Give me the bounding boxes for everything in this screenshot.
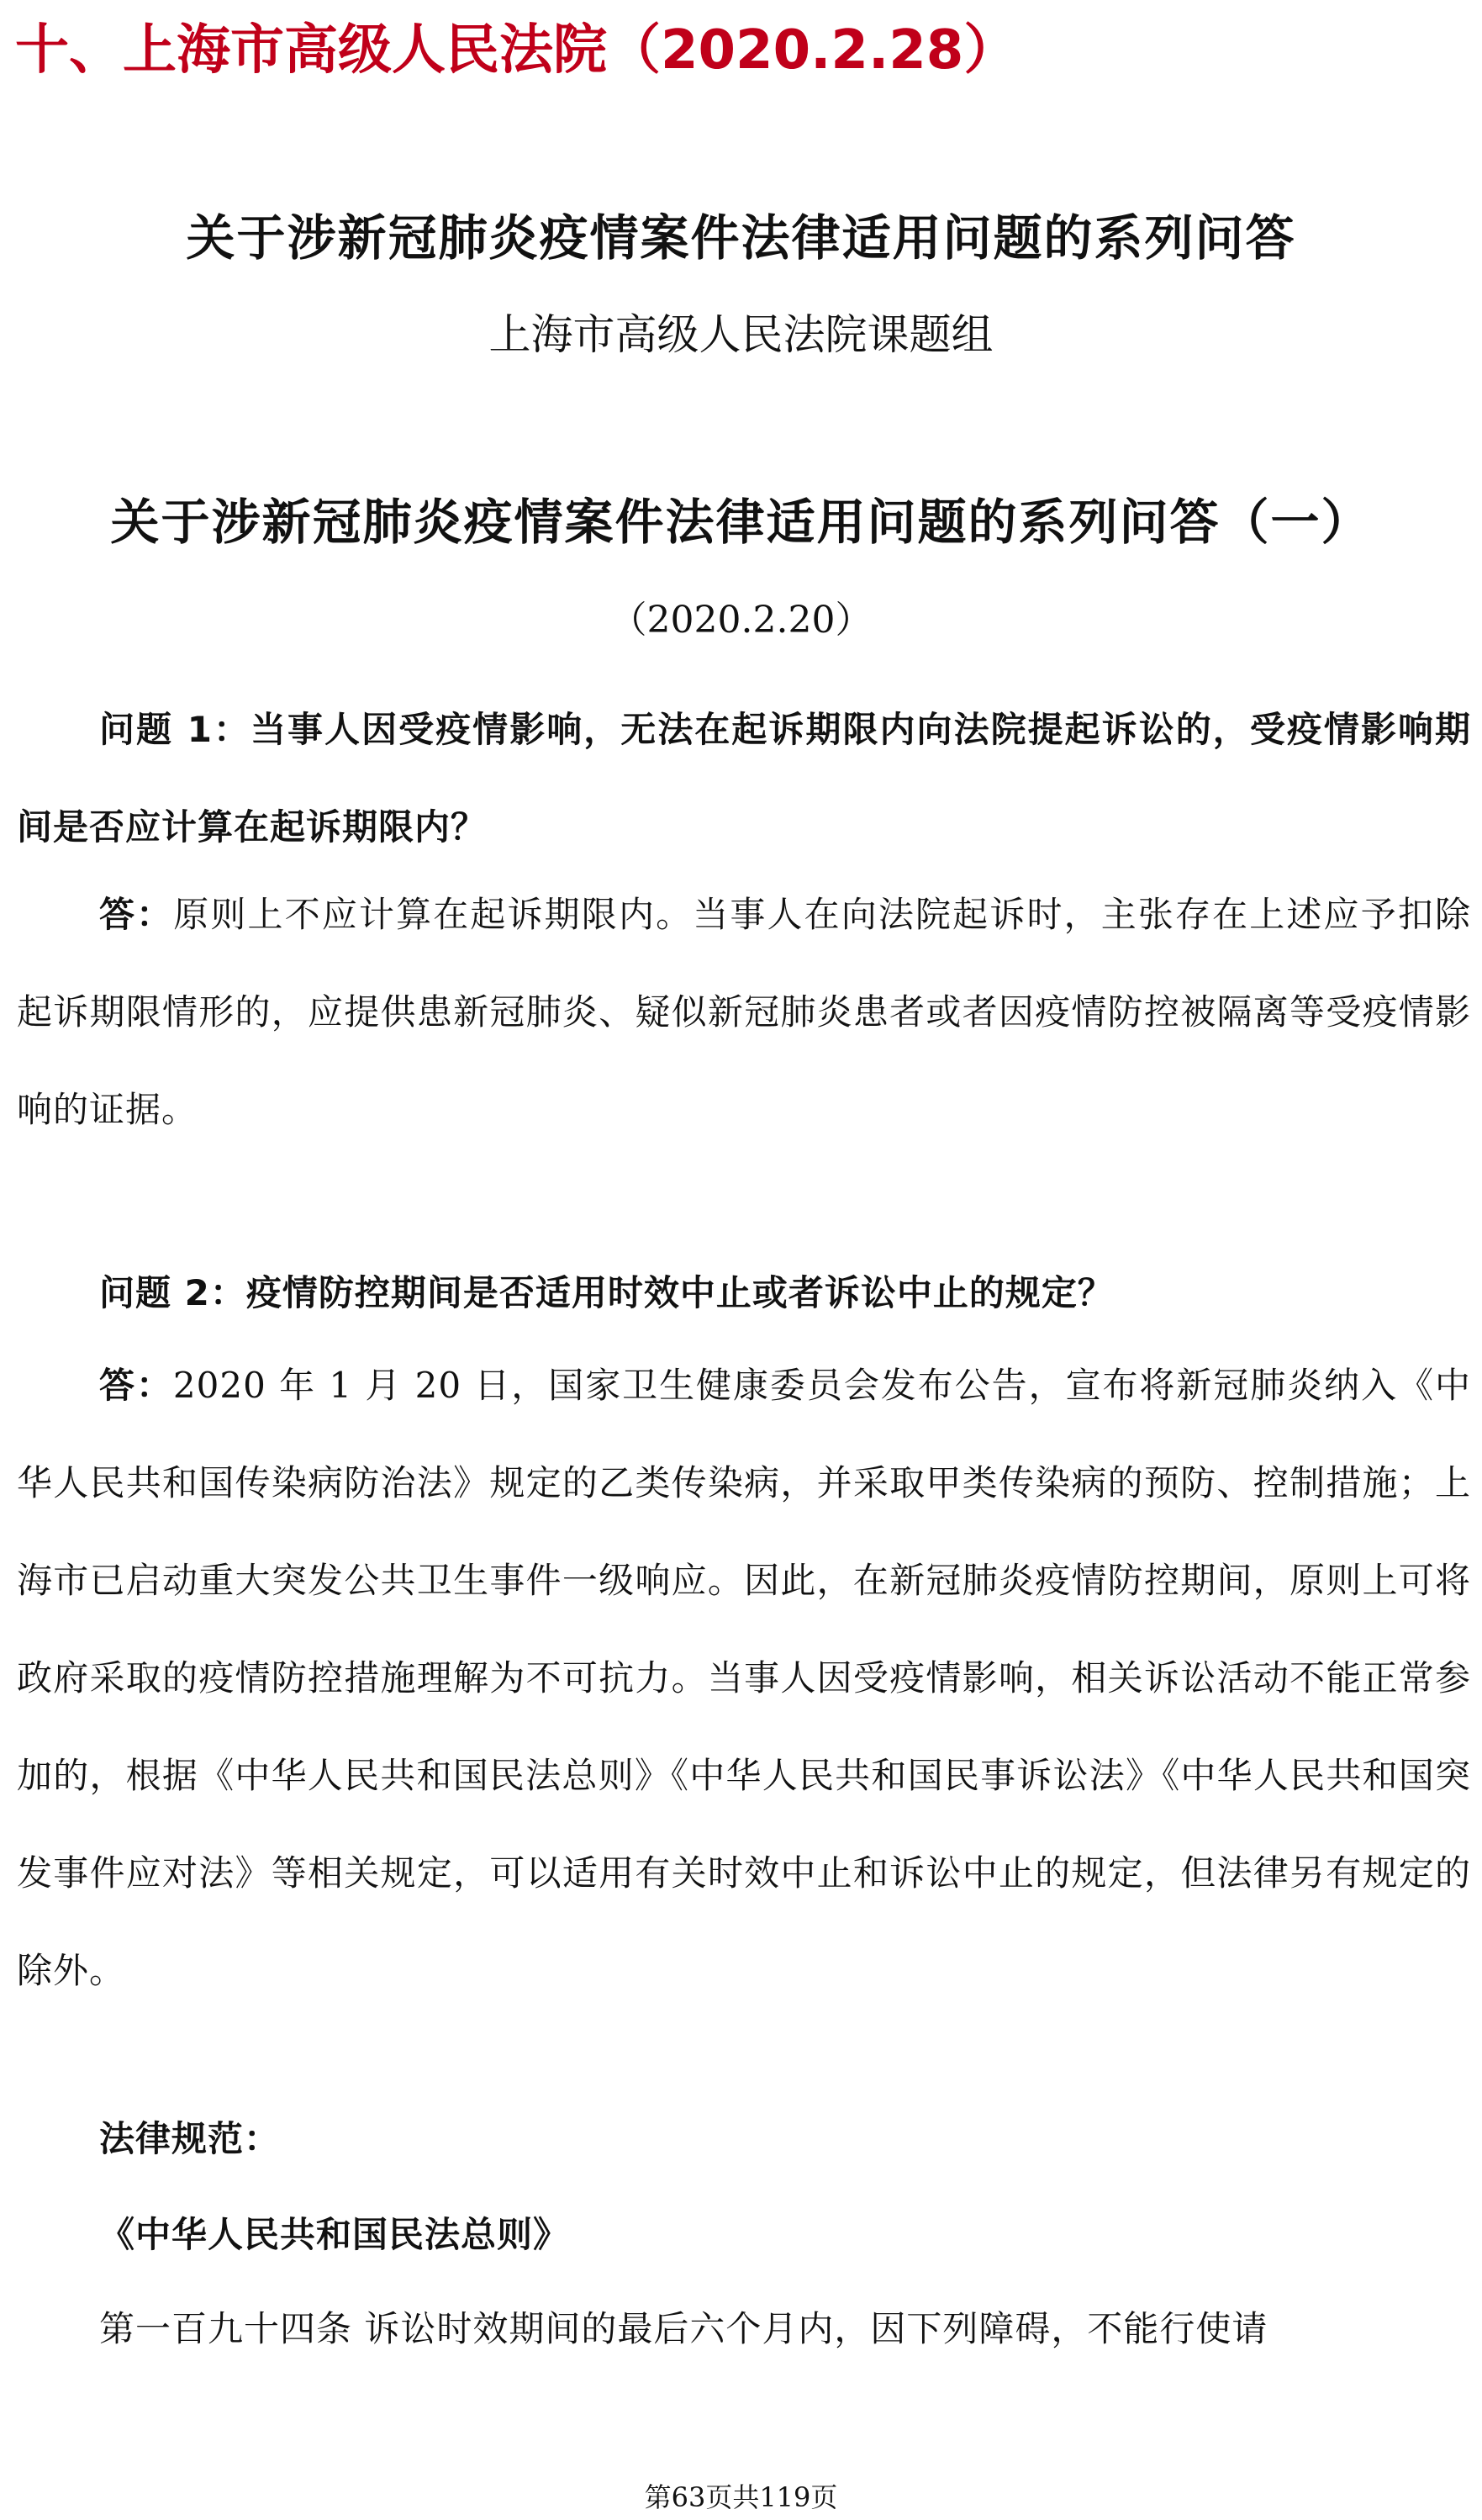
answer-2-text: 2020 年 1 月 20 日，国家卫生健康委员会发布公告，宣布将新冠肺炎纳入《中华人民共和国传染病防治法》规定的乙类传染病，并采取甲类传染病的预防、控制措施；上海市已启动重大突发公共卫生事件一级响应。因此，在新冠肺炎疫情防控期间，原则上可将政府采取的疫情防控措施理解为不可抗力。当事人因受疫情影响，相关诉讼活动不能正常参加的，根据《中华人民共和国民法总则》《中华人民共和国民事诉讼法》《中华人民共和国突发事件应对法》等相关规定，可以适用有关时效中止和诉讼中止的规定，但法律另有规定的除外。 bbox=[17, 1365, 1471, 1991]
question-2: 问题 2：疫情防控期间是否适用时效中止或者诉讼中止的规定？ bbox=[99, 1272, 1114, 1313]
document-title: 关于涉新冠肺炎疫情案件法律适用问题的系列问答 bbox=[186, 209, 1296, 267]
sub-document-date: （2020.2.20） bbox=[609, 599, 873, 642]
article-text: 第一百九十四条 诉讼时效期间的最后六个月内，因下列障碍，不能行使请 bbox=[99, 2308, 1268, 2349]
page-footer: 第63页共119页 bbox=[644, 2481, 838, 2513]
legal-norms-label: 法律规范： bbox=[99, 2118, 281, 2159]
answer-2-lead: 答： bbox=[99, 1365, 173, 1406]
answer-2 bbox=[17, 1337, 1471, 2020]
law-name: 《中华人民共和国民法总则》 bbox=[99, 2214, 570, 2255]
answer-1-lead: 答： bbox=[99, 894, 174, 935]
document-author: 上海市高级人民法院课题组 bbox=[488, 310, 994, 359]
question-1: 问题 1：当事人因受疫情影响，无法在起诉期限内向法院提起诉讼的，受疫情影响期间是否应计算在起诉期限内？ bbox=[17, 709, 1471, 848]
answer-1-text: 原则上不应计算在起诉期限内。当事人在向法院起诉时，主张存在上述应予扣除起诉期限情形的，应提供患新冠肺炎、疑似新冠肺炎患者或者因疫情防控被隔离等受疫情影响的证据。 bbox=[17, 894, 1471, 1130]
section-heading: 十、上海市高级人民法院（2020.2.28） bbox=[15, 19, 1018, 82]
sub-document-title: 关于涉新冠肺炎疫情案件法律适用问题的系列问答（一） bbox=[110, 494, 1372, 551]
answer-1 bbox=[17, 866, 1471, 1159]
